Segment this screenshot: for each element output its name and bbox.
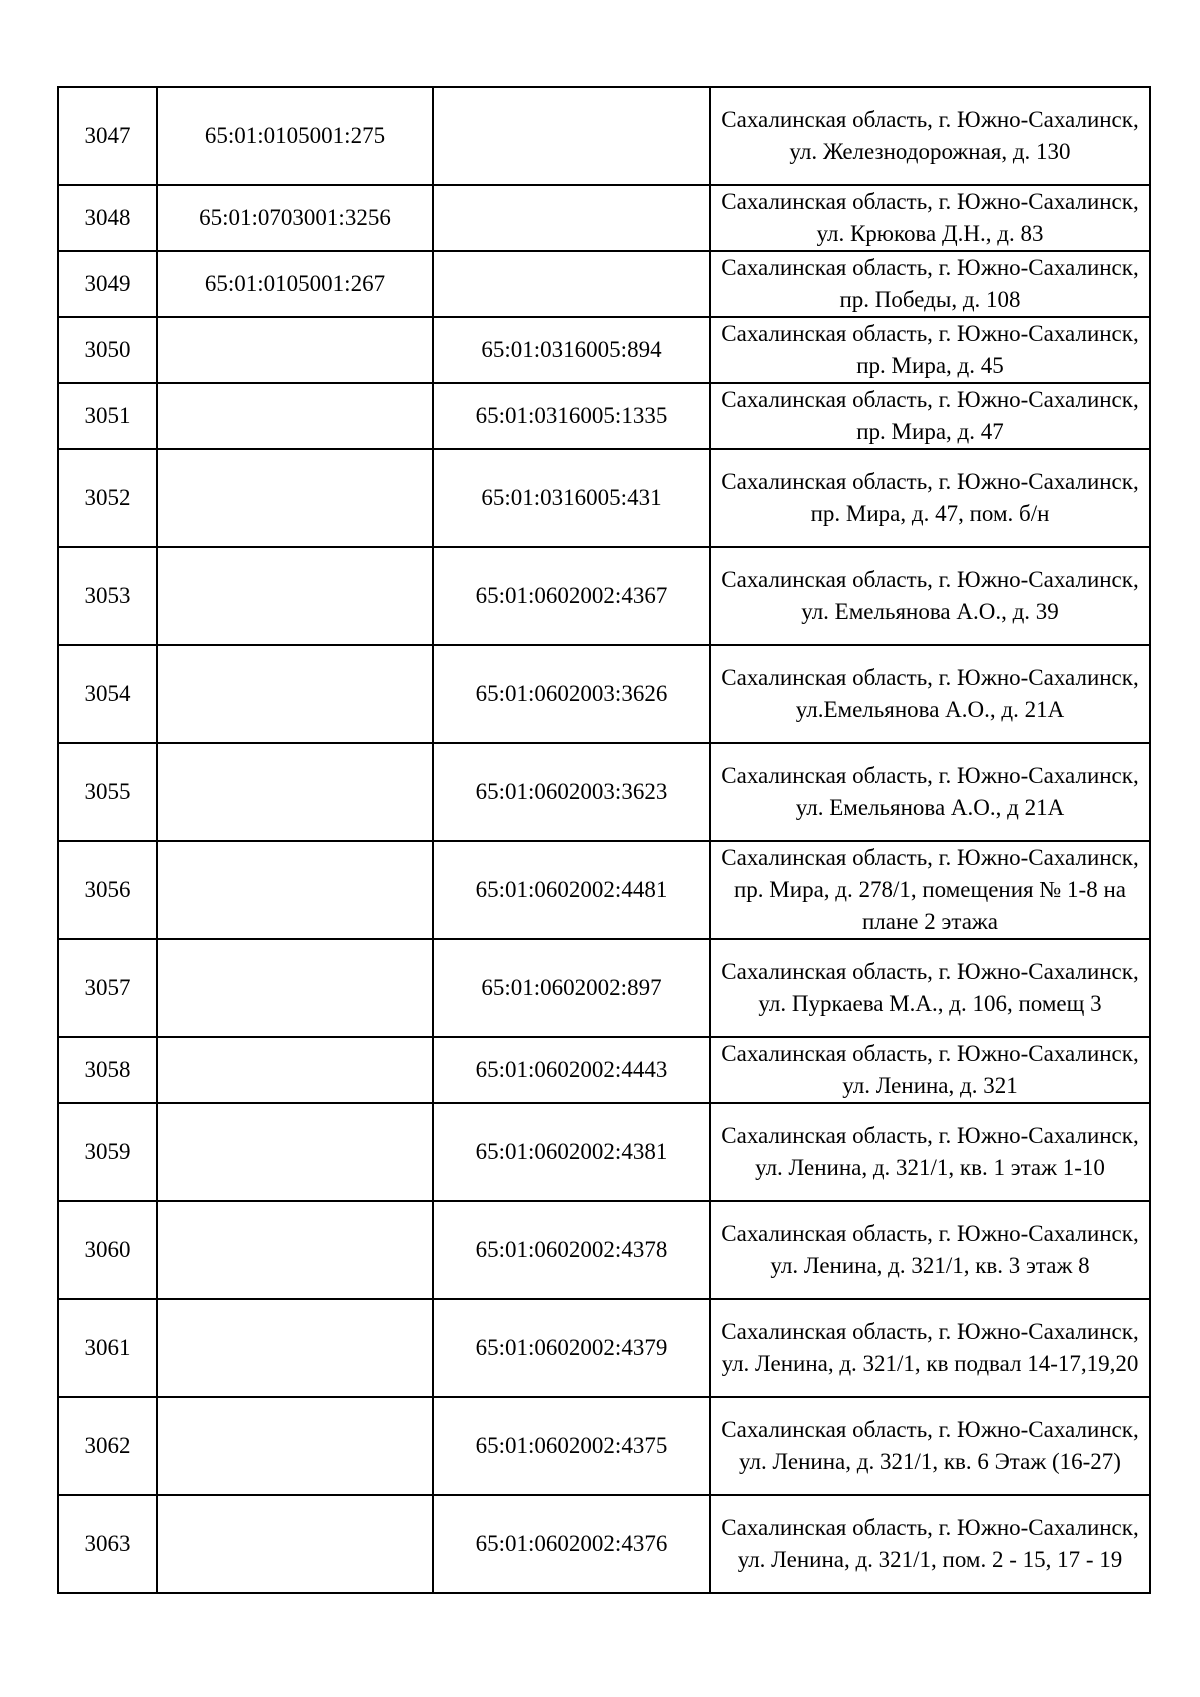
- cadastral-number-secondary-cell: 65:01:0602002:897: [433, 939, 710, 1037]
- address-cell: Сахалинская область, г. Южно-Сахалинск, пр. Мира, д. 47: [710, 383, 1150, 449]
- cadastral-number-secondary-cell: 65:01:0602002:4378: [433, 1201, 710, 1299]
- row-number-cell: 3053: [58, 547, 157, 645]
- cadastral-number-cell: [157, 1103, 433, 1201]
- cadastral-number-cell: 65:01:0703001:3256: [157, 185, 433, 251]
- table-row: [58, 1397, 1150, 1495]
- table-row: [58, 383, 1150, 449]
- table-row: [58, 185, 1150, 251]
- cadastral-number-secondary-cell: 65:01:0602002:4375: [433, 1397, 710, 1495]
- table-row: [58, 547, 1150, 645]
- row-number-cell: 3058: [58, 1037, 157, 1103]
- row-number-cell: 3059: [58, 1103, 157, 1201]
- row-number-cell: 3055: [58, 743, 157, 841]
- address-cell: Сахалинская область, г. Южно-Сахалинск, ул. Пуркаева М.А., д. 106, помещ 3: [710, 939, 1150, 1037]
- address-cell: Сахалинская область, г. Южно-Сахалинск, пр. Мира, д. 278/1, помещения № 1-8 на плане 2 этажа: [710, 841, 1150, 939]
- cadastral-number-cell: [157, 841, 433, 939]
- cadastral-number-secondary-cell: 65:01:0602002:4379: [433, 1299, 710, 1397]
- cadastral-number-cell: 65:01:0105001:267: [157, 251, 433, 317]
- row-number-cell: 3061: [58, 1299, 157, 1397]
- row-number-cell: 3060: [58, 1201, 157, 1299]
- row-number-cell: 3063: [58, 1495, 157, 1593]
- cadastral-number-secondary-cell: 65:01:0602002:4381: [433, 1103, 710, 1201]
- row-number-cell: 3049: [58, 251, 157, 317]
- table-row: [58, 1495, 1150, 1593]
- row-number-cell: 3062: [58, 1397, 157, 1495]
- address-cell: Сахалинская область, г. Южно-Сахалинск, ул. Ленина, д. 321/1, кв. 1 этаж 1-10: [710, 1103, 1150, 1201]
- table-row: [58, 1103, 1150, 1201]
- cadastral-number-cell: [157, 1495, 433, 1593]
- cadastral-number-secondary-cell: 65:01:0602002:4481: [433, 841, 710, 939]
- row-number-cell: 3051: [58, 383, 157, 449]
- cadastral-number-secondary-cell: 65:01:0602003:3623: [433, 743, 710, 841]
- cadastral-number-cell: 65:01:0105001:275: [157, 87, 433, 185]
- cadastral-number-cell: [157, 1201, 433, 1299]
- cadastral-number-secondary-cell: [433, 185, 710, 251]
- row-number-cell: 3057: [58, 939, 157, 1037]
- cadastral-number-secondary-cell: [433, 87, 710, 185]
- cadastral-number-secondary-cell: 65:01:0316005:431: [433, 449, 710, 547]
- cadastral-number-cell: [157, 1037, 433, 1103]
- address-cell: Сахалинская область, г. Южно-Сахалинск, пр. Победы, д. 108: [710, 251, 1150, 317]
- cadastral-number-secondary-cell: 65:01:0316005:894: [433, 317, 710, 383]
- table-row: [58, 645, 1150, 743]
- cadastral-number-secondary-cell: 65:01:0316005:1335: [433, 383, 710, 449]
- address-cell: Сахалинская область, г. Южно-Сахалинск, ул. Ленина, д. 321: [710, 1037, 1150, 1103]
- table-row: [58, 939, 1150, 1037]
- row-number-cell: 3050: [58, 317, 157, 383]
- row-number-cell: 3047: [58, 87, 157, 185]
- cadastral-number-cell: [157, 645, 433, 743]
- table-row: [58, 449, 1150, 547]
- cadastral-number-cell: [157, 449, 433, 547]
- cadastral-number-secondary-cell: 65:01:0602002:4376: [433, 1495, 710, 1593]
- cadastral-number-cell: [157, 547, 433, 645]
- address-cell: Сахалинская область, г. Южно-Сахалинск, ул. Ленина, д. 321/1, кв. 6 Этаж (16-27): [710, 1397, 1150, 1495]
- address-cell: Сахалинская область, г. Южно-Сахалинск, ул. Крюкова Д.Н., д. 83: [710, 185, 1150, 251]
- row-number-cell: 3056: [58, 841, 157, 939]
- table-row: [58, 1299, 1150, 1397]
- address-cell: Сахалинская область, г. Южно-Сахалинск, ул. Емельянова А.О., д. 39: [710, 547, 1150, 645]
- table-row: [58, 251, 1150, 317]
- row-number-cell: 3052: [58, 449, 157, 547]
- table-row: [58, 317, 1150, 383]
- table-row: [58, 841, 1150, 939]
- table-row: [58, 1201, 1150, 1299]
- cadastral-number-secondary-cell: 65:01:0602002:4443: [433, 1037, 710, 1103]
- address-cell: Сахалинская область, г. Южно-Сахалинск, ул.Емельянова А.О., д. 21А: [710, 645, 1150, 743]
- table-row: [58, 1037, 1150, 1103]
- cadastral-number-cell: [157, 743, 433, 841]
- cadastral-number-cell: [157, 1299, 433, 1397]
- registry-table: [57, 86, 1151, 1594]
- cadastral-number-cell: [157, 317, 433, 383]
- cadastral-number-cell: [157, 383, 433, 449]
- address-cell: Сахалинская область, г. Южно-Сахалинск, ул. Емельянова А.О., д 21А: [710, 743, 1150, 841]
- row-number-cell: 3048: [58, 185, 157, 251]
- cadastral-number-cell: [157, 939, 433, 1037]
- address-cell: Сахалинская область, г. Южно-Сахалинск, пр. Мира, д. 47, пом. б/н: [710, 449, 1150, 547]
- registry-table-body: [58, 87, 1150, 1593]
- cadastral-number-secondary-cell: 65:01:0602003:3626: [433, 645, 710, 743]
- row-number-cell: 3054: [58, 645, 157, 743]
- address-cell: Сахалинская область, г. Южно-Сахалинск, ул. Ленина, д. 321/1, пом. 2 - 15, 17 - 19: [710, 1495, 1150, 1593]
- address-cell: Сахалинская область, г. Южно-Сахалинск, ул. Железнодорожная, д. 130: [710, 87, 1150, 185]
- address-cell: Сахалинская область, г. Южно-Сахалинск, ул. Ленина, д. 321/1, кв. 3 этаж 8: [710, 1201, 1150, 1299]
- address-cell: Сахалинская область, г. Южно-Сахалинск, ул. Ленина, д. 321/1, кв подвал 14-17,19,20: [710, 1299, 1150, 1397]
- table-row: [58, 87, 1150, 185]
- cadastral-number-secondary-cell: 65:01:0602002:4367: [433, 547, 710, 645]
- table-row: [58, 743, 1150, 841]
- cadastral-number-secondary-cell: [433, 251, 710, 317]
- cadastral-number-cell: [157, 1397, 433, 1495]
- address-cell: Сахалинская область, г. Южно-Сахалинск, пр. Мира, д. 45: [710, 317, 1150, 383]
